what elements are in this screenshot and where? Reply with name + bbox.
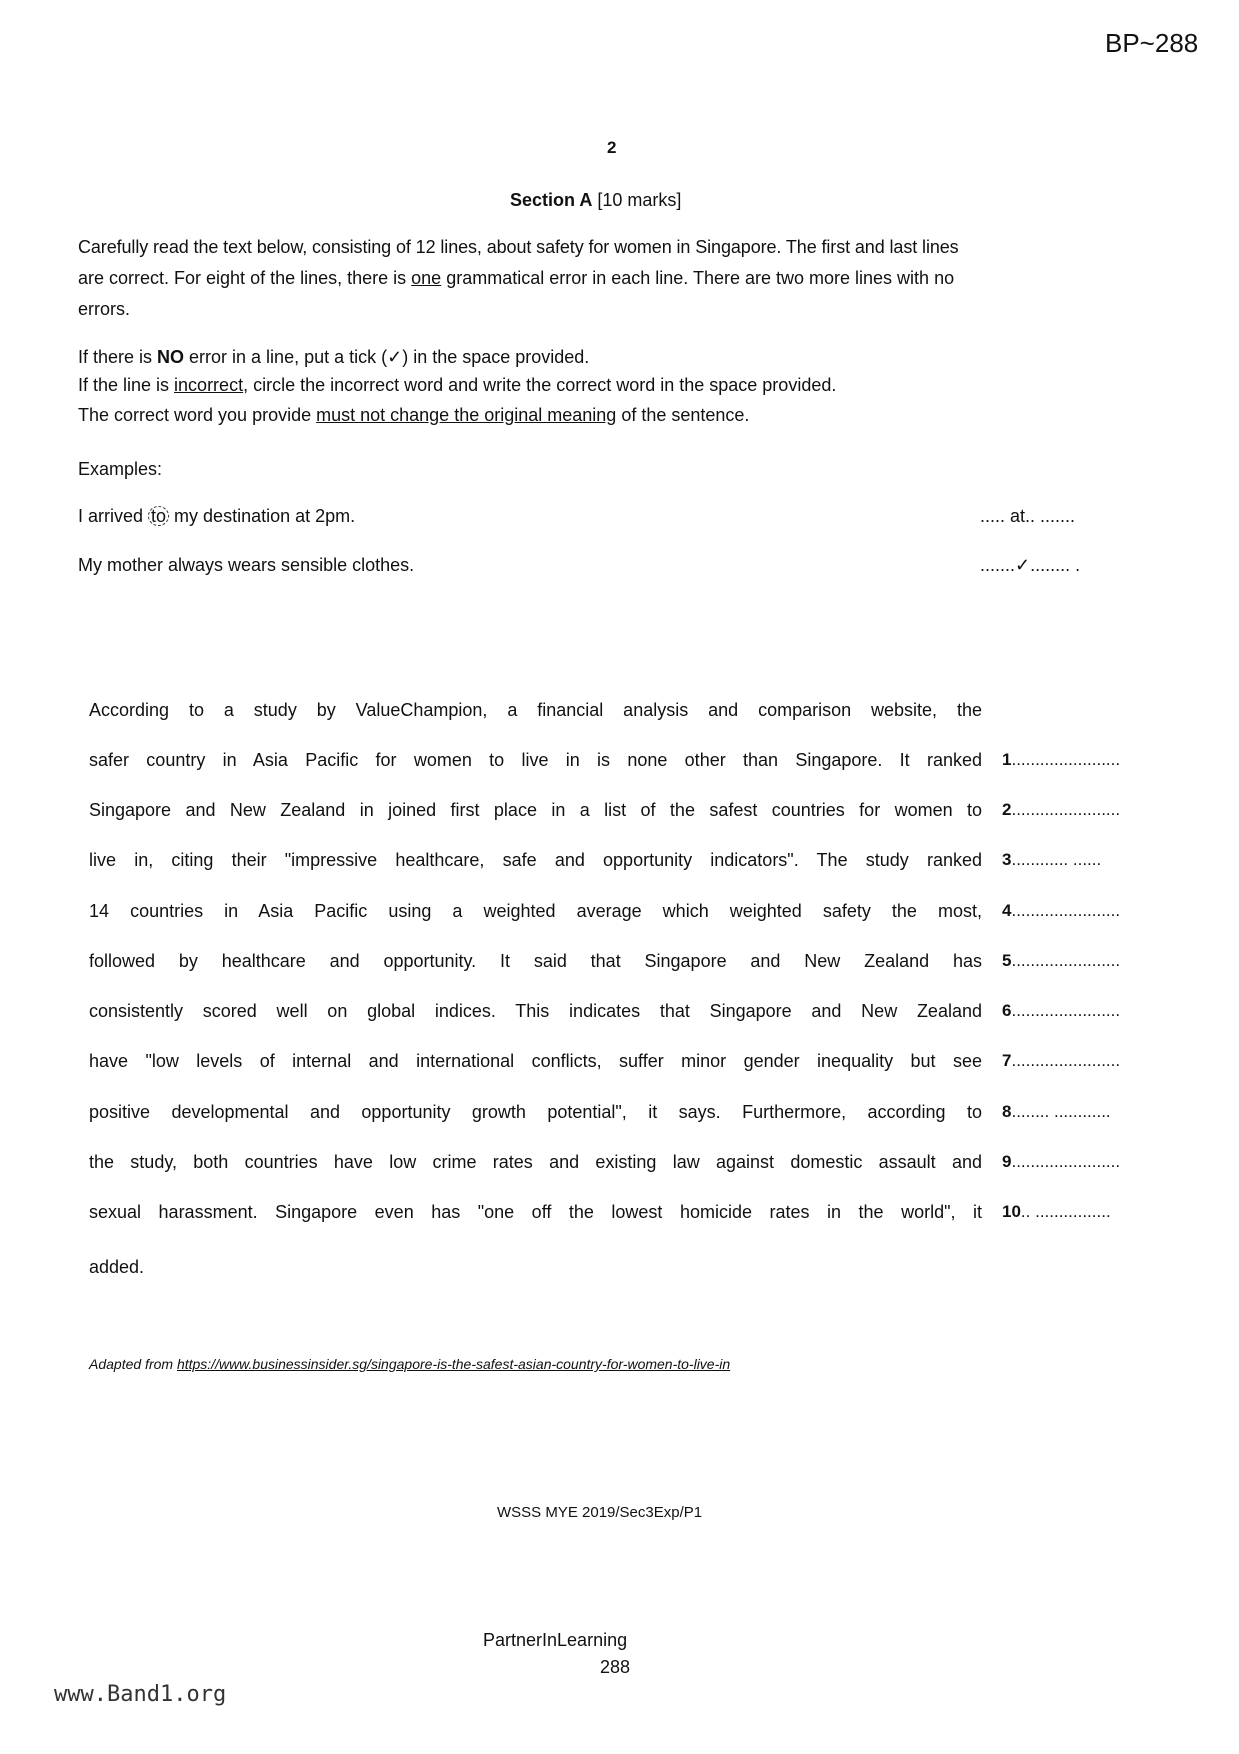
footer-page: 288	[600, 1657, 631, 1677]
answer-number: 9	[1002, 1152, 1012, 1171]
answer-space[interactable]	[1002, 1051, 1120, 1071]
passage-line: Singapore and New Zealand in joined first place in a list of the safest countries for women to	[89, 800, 982, 820]
rule-no-error	[78, 347, 589, 368]
rule-meaning	[78, 405, 749, 426]
partner-label: PartnerInLearning	[483, 1630, 628, 1650]
passage-line: have "low levels of internal and international conflicts, suffer minor gender inequality but see	[89, 1051, 982, 1071]
passage-line: safer country in Asia Pacific for women to live in is none other than Singapore. It ranked	[89, 750, 982, 770]
answer-number: 1	[1002, 750, 1012, 769]
answer-space[interactable]	[1002, 901, 1120, 921]
passage-line: followed by healthcare and opportunity. It said that Singapore and New Zealand has	[89, 951, 982, 971]
passage-line: 14 countries in Asia Pacific using a weighted average which weighted safety the most,	[89, 901, 982, 921]
answer-dots[interactable]: .......................	[1011, 800, 1121, 819]
answer-number: 2	[1002, 800, 1012, 819]
answer-dots[interactable]: .......................	[1011, 750, 1121, 769]
text: are correct. For eight of the lines, there is	[78, 268, 412, 288]
examples-label: Examples:	[78, 459, 163, 479]
source-link[interactable]: https://www.businessinsider.sg/singapore-is-the-safest-asian-country-for-women-to-live-in	[176, 1356, 731, 1372]
text: my destination at 2pm.	[169, 506, 356, 526]
section-marks: [10 marks]	[592, 190, 682, 210]
passage-line: the study, both countries have low crime rates and existing law against domestic assault and	[89, 1152, 982, 1172]
answer-number: 7	[1002, 1051, 1012, 1070]
text: If the line is	[78, 375, 175, 395]
answer-dots[interactable]: .......................	[1011, 901, 1121, 920]
answer-space[interactable]	[1002, 1152, 1120, 1172]
emphasis-one: one	[411, 268, 442, 288]
watermark: www.Band1.org	[54, 1682, 227, 1707]
instructions-line-2	[78, 268, 954, 289]
exam-code: WSSS MYE 2019/Sec3Exp/P1	[497, 1504, 703, 1521]
example-1	[78, 506, 355, 527]
passage-line: live in, citing their "impressive healthcare, safe and opportunity indicators". The study ranked	[89, 850, 982, 870]
answer-space[interactable]	[1002, 1202, 1111, 1222]
section-title	[510, 190, 681, 211]
text: error in a line, put a tick (✓) in the space provided.	[184, 347, 590, 367]
answer-dots[interactable]: .. ................	[1020, 1202, 1111, 1221]
emphasis-incorrect: incorrect	[174, 375, 244, 395]
answer-number: 8	[1002, 1102, 1012, 1121]
answer-number: 6	[1002, 1001, 1012, 1020]
page-number: 2	[607, 138, 617, 157]
example-1-answer: ..... at.. .......	[980, 506, 1076, 526]
document-code: BP~288	[1105, 28, 1199, 58]
answer-number: 10	[1002, 1202, 1021, 1221]
answer-number: 3	[1002, 850, 1012, 869]
instructions-line-3: errors.	[78, 299, 131, 319]
passage-line: sexual harassment. Singapore even has "one off the lowest homicide rates in the world", it	[89, 1202, 982, 1222]
source-citation	[89, 1356, 730, 1372]
passage-line: consistently scored well on global indices. This indicates that Singapore and New Zealand	[89, 1001, 982, 1021]
text: I arrived	[78, 506, 149, 526]
passage-line: positive developmental and opportunity growth potential", it says. Furthermore, according to	[89, 1102, 982, 1122]
answer-space[interactable]	[1002, 750, 1120, 770]
text: Adapted from	[89, 1356, 177, 1372]
answer-dots[interactable]: .......................	[1011, 951, 1121, 970]
text: If there is	[78, 347, 158, 367]
text: , circle the incorrect word and write the correct word in the space provided.	[243, 375, 837, 395]
text: of the sentence.	[616, 405, 750, 425]
answer-dots[interactable]: .......................	[1011, 1051, 1121, 1070]
example-2-answer: .......✓........ .	[980, 555, 1081, 575]
text: grammatical error in each line. There are two more lines with no	[441, 268, 955, 288]
answer-space[interactable]	[1002, 1001, 1120, 1021]
passage-line: added.	[89, 1257, 145, 1277]
answer-dots[interactable]: .......................	[1011, 1152, 1121, 1171]
example-2: My mother always wears sensible clothes.	[78, 555, 415, 575]
answer-number: 4	[1002, 901, 1012, 920]
emphasis-no: NO	[157, 347, 185, 367]
emphasis-meaning: must not change the original meaning	[316, 405, 617, 425]
answer-space[interactable]	[1002, 800, 1120, 820]
rule-incorrect	[78, 375, 836, 396]
answer-space[interactable]	[1002, 951, 1120, 971]
answer-space[interactable]	[1002, 1102, 1111, 1122]
answer-dots[interactable]: .......................	[1011, 1001, 1121, 1020]
circled-word: to	[148, 506, 169, 526]
answer-dots[interactable]: ........ ............	[1011, 1102, 1111, 1121]
text: The correct word you provide	[78, 405, 317, 425]
instructions-line-1: Carefully read the text below, consisting of 12 lines, about safety for women in Singapore. The first and last lines	[78, 237, 959, 257]
passage-line: According to a study by ValueChampion, a financial analysis and comparison website, the	[89, 700, 982, 720]
answer-space[interactable]	[1002, 850, 1101, 870]
answer-dots[interactable]: ............ ......	[1011, 850, 1102, 869]
answer-number: 5	[1002, 951, 1012, 970]
section-title-bold: Section A	[510, 190, 593, 210]
